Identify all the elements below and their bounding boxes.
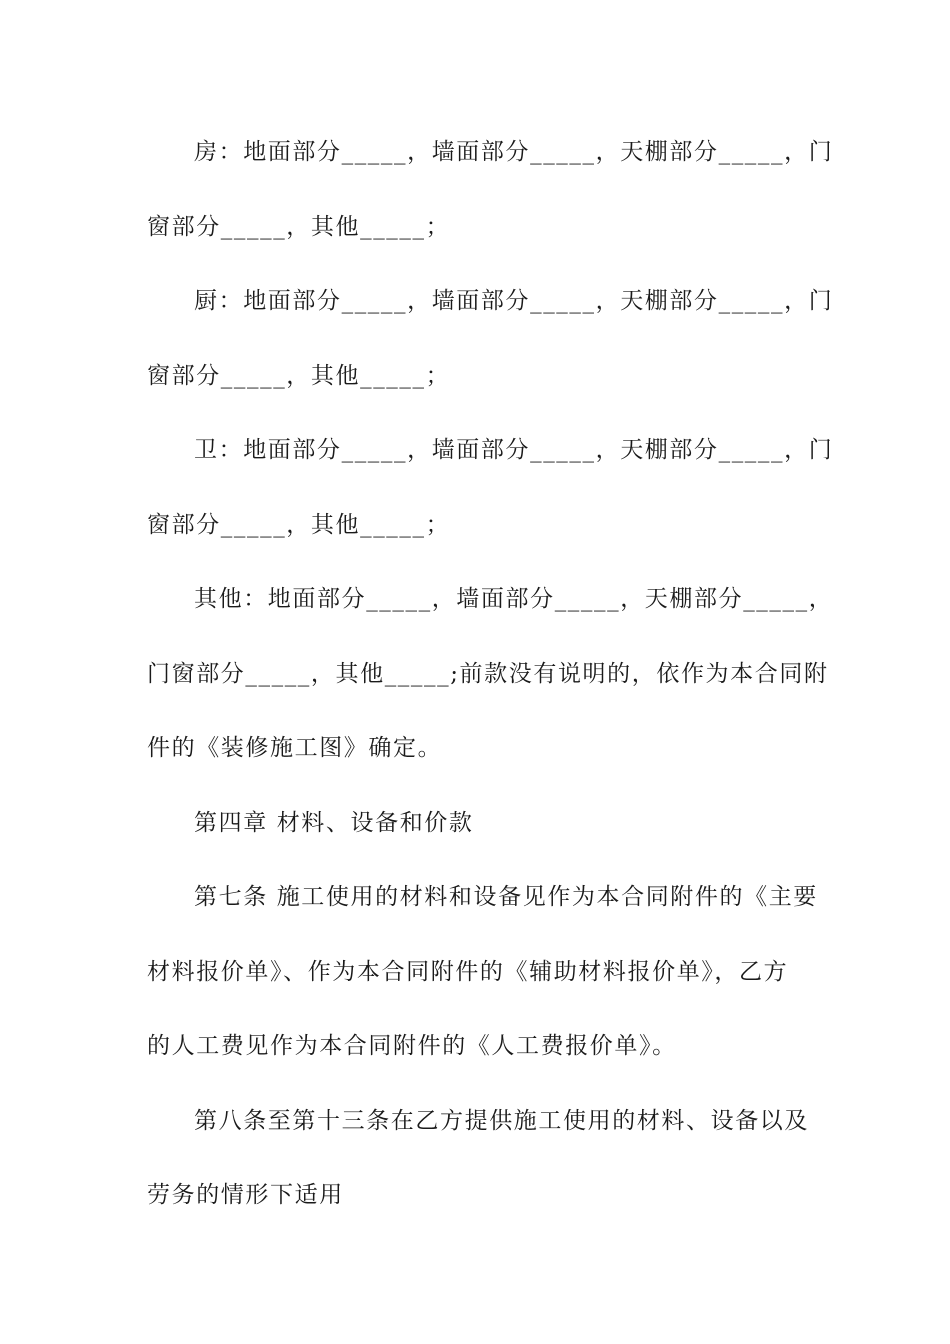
chapter-heading: 第四章 材料、设备和价款 bbox=[194, 810, 474, 836]
paragraph-line: 窗部分_____，其他_____； bbox=[147, 363, 451, 389]
paragraph-line: 卫：地面部分_____，墙面部分_____，天棚部分_____，门 bbox=[194, 437, 834, 463]
paragraph-line: 件的《装修施工图》确定。 bbox=[147, 735, 443, 761]
paragraph-line: 的人工费见作为本合同附件的《人工费报价单》。 bbox=[147, 1033, 677, 1059]
paragraph-line: 窗部分_____，其他_____； bbox=[147, 512, 451, 538]
paragraph-line: 其他：地面部分_____，墙面部分_____，天棚部分_____， bbox=[194, 586, 834, 612]
paragraph-line: 门窗部分_____，其他_____;前款没有说明的，依作为本合同附 bbox=[147, 661, 829, 687]
paragraph-line: 劳务的情形下适用 bbox=[147, 1182, 344, 1208]
paragraph-line: 第八条至第十三条在乙方提供施工使用的材料、设备以及 bbox=[194, 1108, 809, 1134]
paragraph-line: 第七条 施工使用的材料和设备见作为本合同附件的《主要 bbox=[194, 884, 818, 910]
paragraph-line: 材料报价单》、作为本合同附件的《辅助材料报价单》，乙方 bbox=[147, 959, 789, 985]
paragraph-line: 房：地面部分_____，墙面部分_____，天棚部分_____，门 bbox=[194, 139, 834, 165]
paragraph-line: 窗部分_____，其他_____； bbox=[147, 214, 451, 240]
paragraph-line: 厨：地面部分_____，墙面部分_____，天棚部分_____，门 bbox=[194, 288, 834, 314]
